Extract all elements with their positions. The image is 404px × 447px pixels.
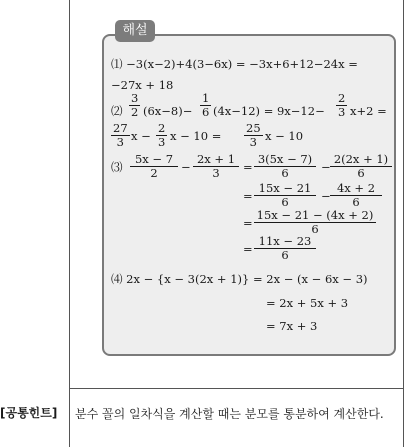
fraction: $\frac{15x - 21 - (4x + 2)}{6}$ [254,209,376,236]
hint-text: 분수 꼴의 일차식을 계산할 때는 분모를 통분하여 계산한다. [75,407,384,421]
problem-2-number: ⑵ [111,104,123,118]
problem-1-line-1: ⑴ −3(x−2)+4(3−6x) = −3x+6+12−24x = [111,57,358,71]
fraction: $\frac{15x - 21}{6}$ [254,182,316,209]
problem-2-text: x − 10 [265,129,304,143]
fraction: $\frac{2(2x + 1)}{6}$ [330,153,392,180]
solution-tab: 해설 [115,20,155,42]
operator: − [181,160,191,174]
fraction: $\frac{5x - 7}{2}$ [130,153,178,180]
fraction: $\frac{25}{3}$ [246,121,261,149]
operator: − [321,189,331,203]
problem-4-line-3: = 7x + 3 [266,319,318,333]
fraction: $\frac{3}{2}$ [131,91,139,119]
operator: = [243,242,253,256]
problem-2-text: (4x−12) = 9x−12− [213,104,325,118]
problem-2-text: x − 10 = [170,129,222,143]
operator: = [243,216,253,230]
fraction: $\frac{27}{3}$ [113,121,128,149]
operator: = [243,160,253,174]
operator: − [321,160,331,174]
fraction: $\frac{1}{6}$ [202,91,210,119]
hint-divider [69,388,404,389]
problem-3-number: ⑶ [111,160,123,174]
hint-label: [공통힌트] [0,406,58,420]
problem-2-text: (6x−8)− [143,104,193,118]
left-rule [69,0,70,447]
problem-2-text: x − [131,129,151,143]
problem-4-line-1: ⑷ 2x − {x − 3(2x + 1)} = 2x − (x − 6x − 3) [111,272,368,286]
fraction: $\frac{4x + 2}{6}$ [330,182,382,209]
problem-2-text: x+2 = [350,104,387,118]
problem-1-line-2: −27x + 18 [111,78,174,92]
fraction: $\frac{2}{3}$ [158,121,166,149]
fraction: $\frac{3(5x - 7)}{6}$ [254,153,316,180]
operator: = [243,189,253,203]
fraction: $\frac{2x + 1}{3}$ [193,153,239,180]
problem-4-line-2: = 2x + 5x + 3 [266,296,349,310]
fraction: $\frac{11x - 23}{6}$ [254,235,316,262]
fraction: $\frac{2}{3}$ [338,91,346,119]
